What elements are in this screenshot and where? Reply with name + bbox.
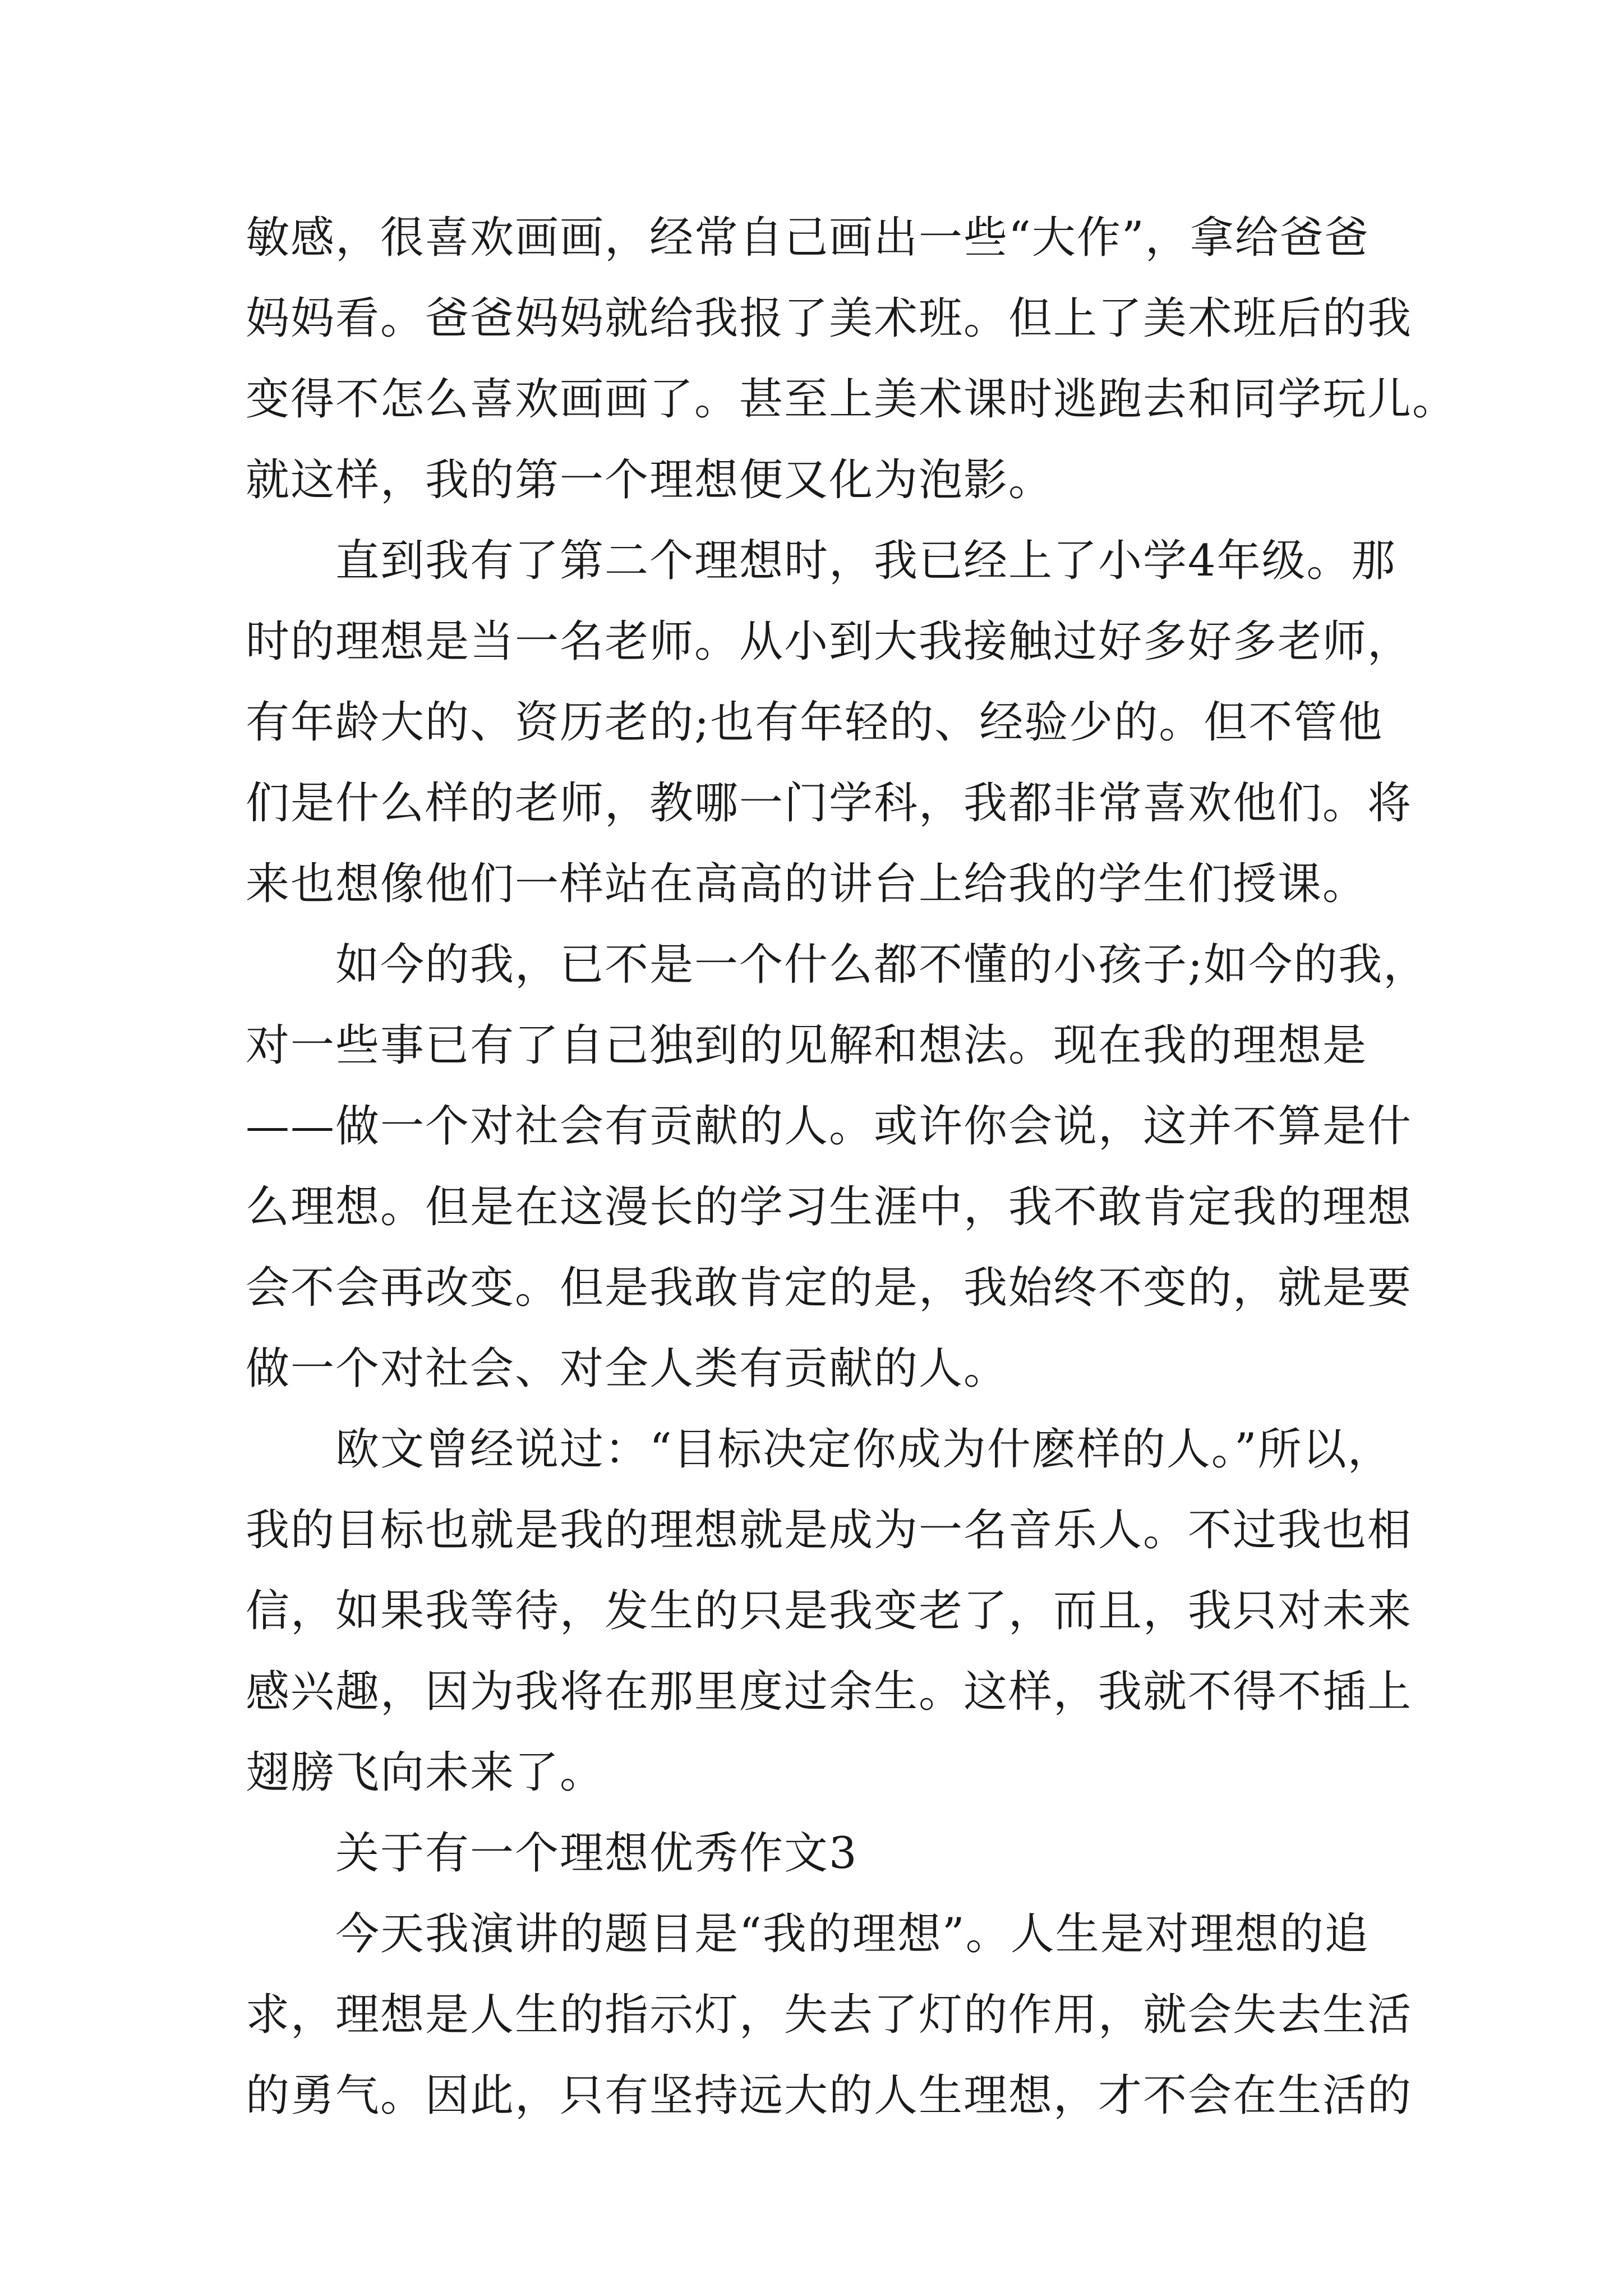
- text-line: ——做一个对社会有贡献的人。或许你会说，这并不算是什: [246, 1101, 1413, 1152]
- text-line: 有年龄大的、资历老的;也有年轻的、经验少的。但不管他: [246, 697, 1384, 748]
- section-heading: 关于有一个理想优秀作文3: [335, 1828, 858, 1879]
- paragraph-start-line: 今天我演讲的题目是“我的理想”。人生是对理想的追: [335, 1909, 1370, 1959]
- text-line: 么理想。但是在这漫长的学习生涯中，我不敢肯定我的理想: [246, 1182, 1413, 1232]
- text-line: 们是什么样的老师，教哪一门学科，我都非常喜欢他们。将: [246, 778, 1413, 829]
- text-line: 变得不怎么喜欢画画了。甚至上美术课时逃跑去和同学玩儿。: [246, 374, 1458, 425]
- text-line: 敏感，很喜欢画画，经常自己画出一些“大作”，拿给爸爸: [246, 213, 1370, 263]
- paragraph-start-line: 如今的我，已不是一个什么都不懂的小孩子;如今的我，: [335, 940, 1428, 990]
- text-line: 翅膀飞向未来了。: [246, 1747, 605, 1798]
- text-line: 感兴趣，因为我将在那里度过余生。这样，我就不得不插上: [246, 1667, 1413, 1717]
- paragraph-start-line: 直到我有了第二个理想时，我已经上了小学4年级。那: [335, 536, 1396, 586]
- paragraph-start-line: 欧文曾经说过：“目标决定你成为什麽样的人。”所以，: [335, 1424, 1393, 1475]
- text-line: 我的目标也就是我的理想就是成为一名音乐人。不过我也相: [246, 1505, 1413, 1556]
- essay-body: [246, 197, 1458, 2136]
- text-line: 求，理想是人生的指示灯，失去了灯的作用，就会失去生活: [246, 1990, 1413, 2040]
- text-line: 就这样，我的第一个理想便又化为泡影。: [246, 455, 1054, 505]
- text-line: 信，如果我等待，发生的只是我变老了，而且，我只对未来: [246, 1586, 1413, 1636]
- text-line: 来也想像他们一样站在高高的讲台上给我的学生们授课。: [246, 859, 1368, 909]
- text-line: 做一个对社会、对全人类有贡献的人。: [246, 1343, 1009, 1394]
- text-line: 的勇气。因此，只有坚持远大的人生理想，才不会在生活的: [246, 2070, 1413, 2121]
- text-line: 妈妈看。爸爸妈妈就给我报了美术班。但上了美术班后的我: [246, 293, 1413, 344]
- text-line: 会不会再改变。但是我敢肯定的是，我始终不变的，就是要: [246, 1263, 1413, 1313]
- text-line: 时的理想是当一名老师。从小到大我接触过好多好多老师，: [246, 616, 1413, 667]
- text-line: 对一些事已有了自己独到的见解和想法。现在我的理想是: [246, 1020, 1368, 1071]
